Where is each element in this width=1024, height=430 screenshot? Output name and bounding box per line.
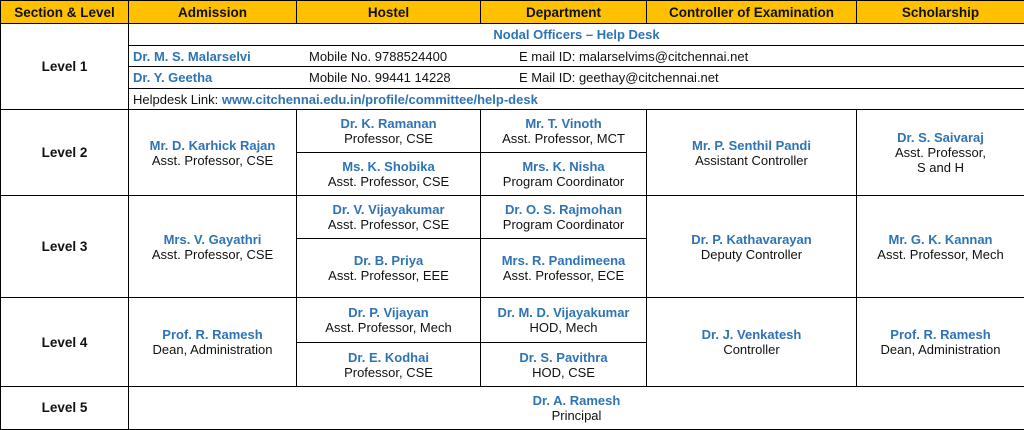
level3-admission: Mrs. V. Gayathri Asst. Professor, CSE	[129, 196, 297, 298]
helpdesk-prefix: Helpdesk Link:	[133, 91, 222, 107]
officer-email: E Mail ID: geethay@citchennai.net	[519, 70, 719, 86]
officer-mobile: Mobile No. 99441 14228	[309, 70, 451, 86]
nodal-officer-1	[129, 45, 1024, 66]
level5-principal: Dr. A. Ramesh Principal	[129, 386, 1024, 429]
level4-hostel-1: Dr. P. Vijayan Asst. Professor, Mech	[297, 298, 481, 343]
level4-coe: Dr. J. Venkatesh Controller	[647, 298, 857, 387]
level2-scholarship: Dr. S. Saivaraj Asst. Professor, S and H	[857, 110, 1024, 196]
level3-coe: Dr. P. Kathavarayan Deputy Controller	[647, 196, 857, 298]
level3-department-2: Mrs. R. Pandimeena Asst. Professor, ECE	[481, 238, 647, 297]
level2-row-a	[1, 110, 1024, 153]
nodal-title: Nodal Officers – Help Desk	[129, 24, 1024, 45]
header-department: Department	[481, 1, 647, 24]
level1-officer-1	[1, 45, 1024, 66]
level1-row-title	[1, 24, 1024, 45]
header-hostel: Hostel	[297, 1, 481, 24]
level4-department-1: Dr. M. D. Vijayakumar HOD, Mech	[481, 298, 647, 343]
level5-row	[1, 386, 1024, 429]
level4-label: Level 4	[1, 298, 129, 387]
level4-admission: Prof. R. Ramesh Dean, Administration	[129, 298, 297, 387]
level2-department-1: Mr. T. Vinoth Asst. Professor, MCT	[481, 110, 647, 153]
level2-admission: Mr. D. Karhick Rajan Asst. Professor, CSE	[129, 110, 297, 196]
level2-label: Level 2	[1, 110, 129, 196]
level3-scholarship: Mr. G. K. Kannan Asst. Professor, Mech	[857, 196, 1024, 298]
level4-row-a	[1, 298, 1024, 343]
level2-hostel-1: Dr. K. Ramanan Professor, CSE	[297, 110, 481, 153]
nodal-officer-2	[129, 67, 1024, 88]
header-scholarship: Scholarship	[857, 1, 1024, 24]
level2-coe: Mr. P. Senthil Pandi Assistant Controller	[647, 110, 857, 196]
level3-department-1: Dr. O. S. Rajmohan Program Coordinator	[481, 196, 647, 239]
header-row	[1, 1, 1024, 24]
level4-scholarship: Prof. R. Ramesh Dean, Administration	[857, 298, 1024, 387]
level4-department-2: Dr. S. Pavithra HOD, CSE	[481, 343, 647, 387]
header-admission: Admission	[129, 1, 297, 24]
level3-row-a	[1, 196, 1024, 239]
officer-email: E mail ID: malarselvims@citchennai.net	[519, 48, 749, 64]
level1-helpdesk	[1, 88, 1024, 109]
header-coe: Controller of Examination	[647, 1, 857, 24]
helpdesk-link[interactable]: www.citchennai.edu.in/profile/committee/help-desk	[221, 91, 538, 107]
officer-name: Dr. Y. Geetha	[133, 70, 213, 86]
helpdesk-row	[129, 88, 1024, 109]
officer-mobile: Mobile No. 9788524400	[309, 48, 448, 64]
level3-label: Level 3	[1, 196, 129, 298]
level3-hostel-2: Dr. B. Priya Asst. Professor, EEE	[297, 238, 481, 297]
level5-label: Level 5	[1, 386, 129, 429]
level4-hostel-2: Dr. E. Kodhai Professor, CSE	[297, 343, 481, 387]
level3-hostel-1: Dr. V. Vijayakumar Asst. Professor, CSE	[297, 196, 481, 239]
level2-department-2: Mrs. K. Nisha Program Coordinator	[481, 153, 647, 196]
header-section-level: Section & Level	[1, 1, 129, 24]
level1-officer-2	[1, 67, 1024, 88]
level2-hostel-2: Ms. K. Shobika Asst. Professor, CSE	[297, 153, 481, 196]
level1-label: Level 1	[1, 24, 129, 110]
officer-name: Dr. M. S. Malarselvi	[133, 48, 251, 64]
